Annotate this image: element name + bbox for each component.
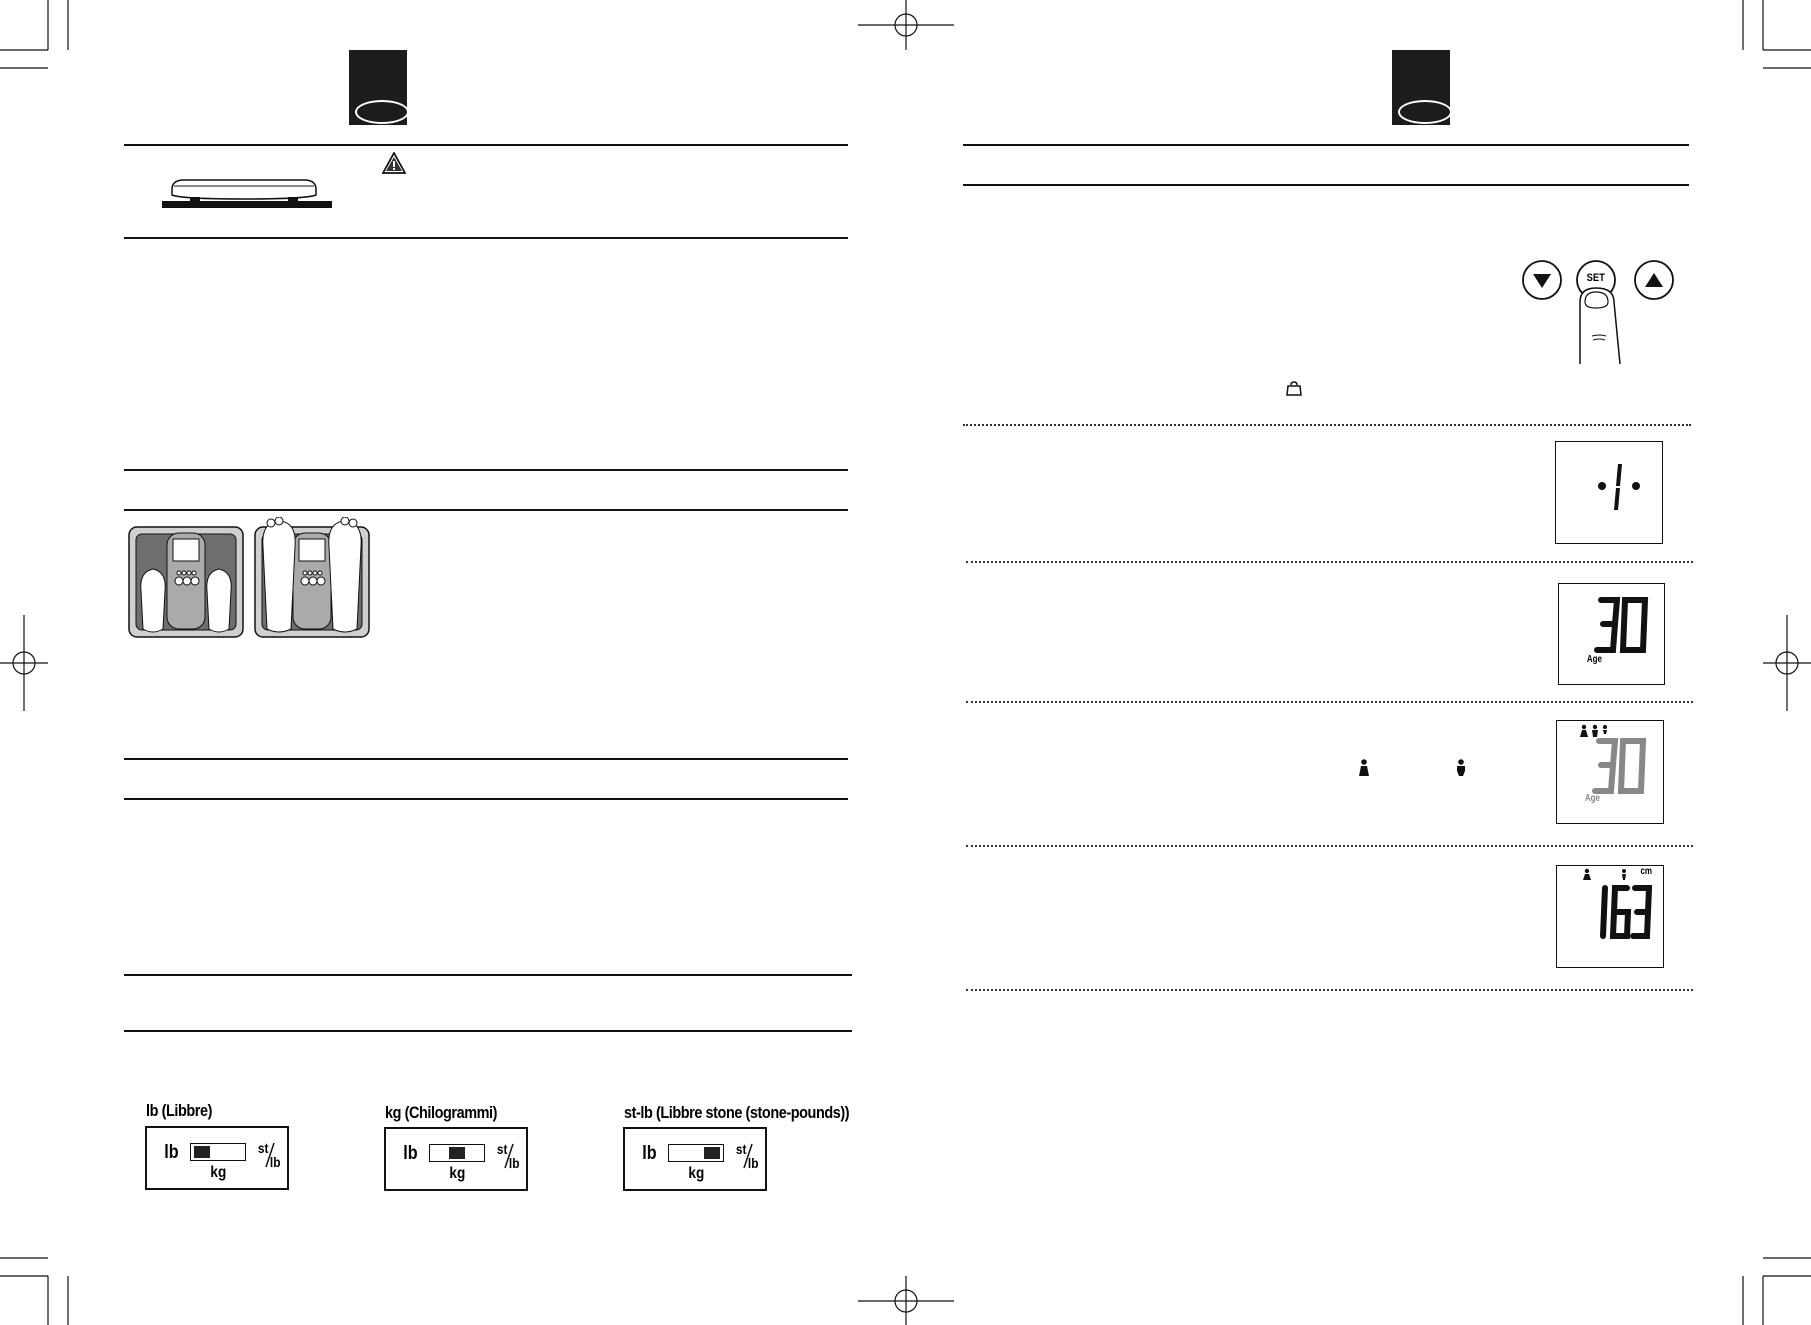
section-divider <box>963 144 1689 146</box>
unit-switch-lb: lb kg st lb <box>145 1126 289 1190</box>
male-icon <box>1455 759 1467 777</box>
switch-knob <box>449 1147 465 1159</box>
lcd-display-gender <box>1556 720 1664 824</box>
lcd-display-height <box>1556 865 1664 968</box>
lcd-age-caption: Age <box>1584 793 1601 804</box>
warning-icon <box>382 152 406 174</box>
up-arrow-button-icon <box>1635 261 1673 299</box>
section-divider <box>124 1030 852 1032</box>
section-divider <box>124 469 848 471</box>
unit-label-st-lb: st-lb (Libbre stone (stone-pounds)) <box>624 1103 850 1122</box>
unit-label-lb: lb (Libbre) <box>146 1101 212 1120</box>
scale-profile-icon <box>160 175 335 211</box>
lcd-age-caption: Age <box>1586 654 1603 665</box>
section-divider <box>124 798 848 800</box>
control-buttons-illustration <box>1518 258 1708 366</box>
step-divider <box>963 424 1691 426</box>
lcd-display-age <box>1558 583 1665 685</box>
step-divider <box>966 989 1693 991</box>
switch-knob <box>194 1146 210 1158</box>
step-divider <box>966 845 1693 847</box>
section-divider <box>963 184 1689 186</box>
lcd-display-user-number <box>1555 441 1663 544</box>
section-divider <box>124 144 848 146</box>
section-divider <box>124 237 848 239</box>
language-tab-left <box>349 50 407 125</box>
female-icon <box>1358 759 1370 777</box>
weight-icon <box>1285 381 1303 397</box>
down-arrow-button-icon <box>1523 261 1561 299</box>
set-button-label: SET <box>1586 272 1605 284</box>
unit-switch-st-lb: lb kg st lb <box>623 1127 767 1191</box>
unit-label-kg: kg (Chilogrammi) <box>385 1103 498 1122</box>
language-tab-right <box>1392 50 1450 125</box>
unit-switch-kg: lb kg st lb <box>384 1127 528 1191</box>
switch-knob <box>704 1147 720 1159</box>
lcd-unit-cm: cm <box>1640 866 1653 877</box>
step-divider <box>966 561 1693 563</box>
section-divider <box>124 974 852 976</box>
section-divider <box>124 758 848 760</box>
step-divider <box>966 701 1693 703</box>
feet-on-scale-icon <box>127 517 375 640</box>
section-divider <box>124 509 848 511</box>
